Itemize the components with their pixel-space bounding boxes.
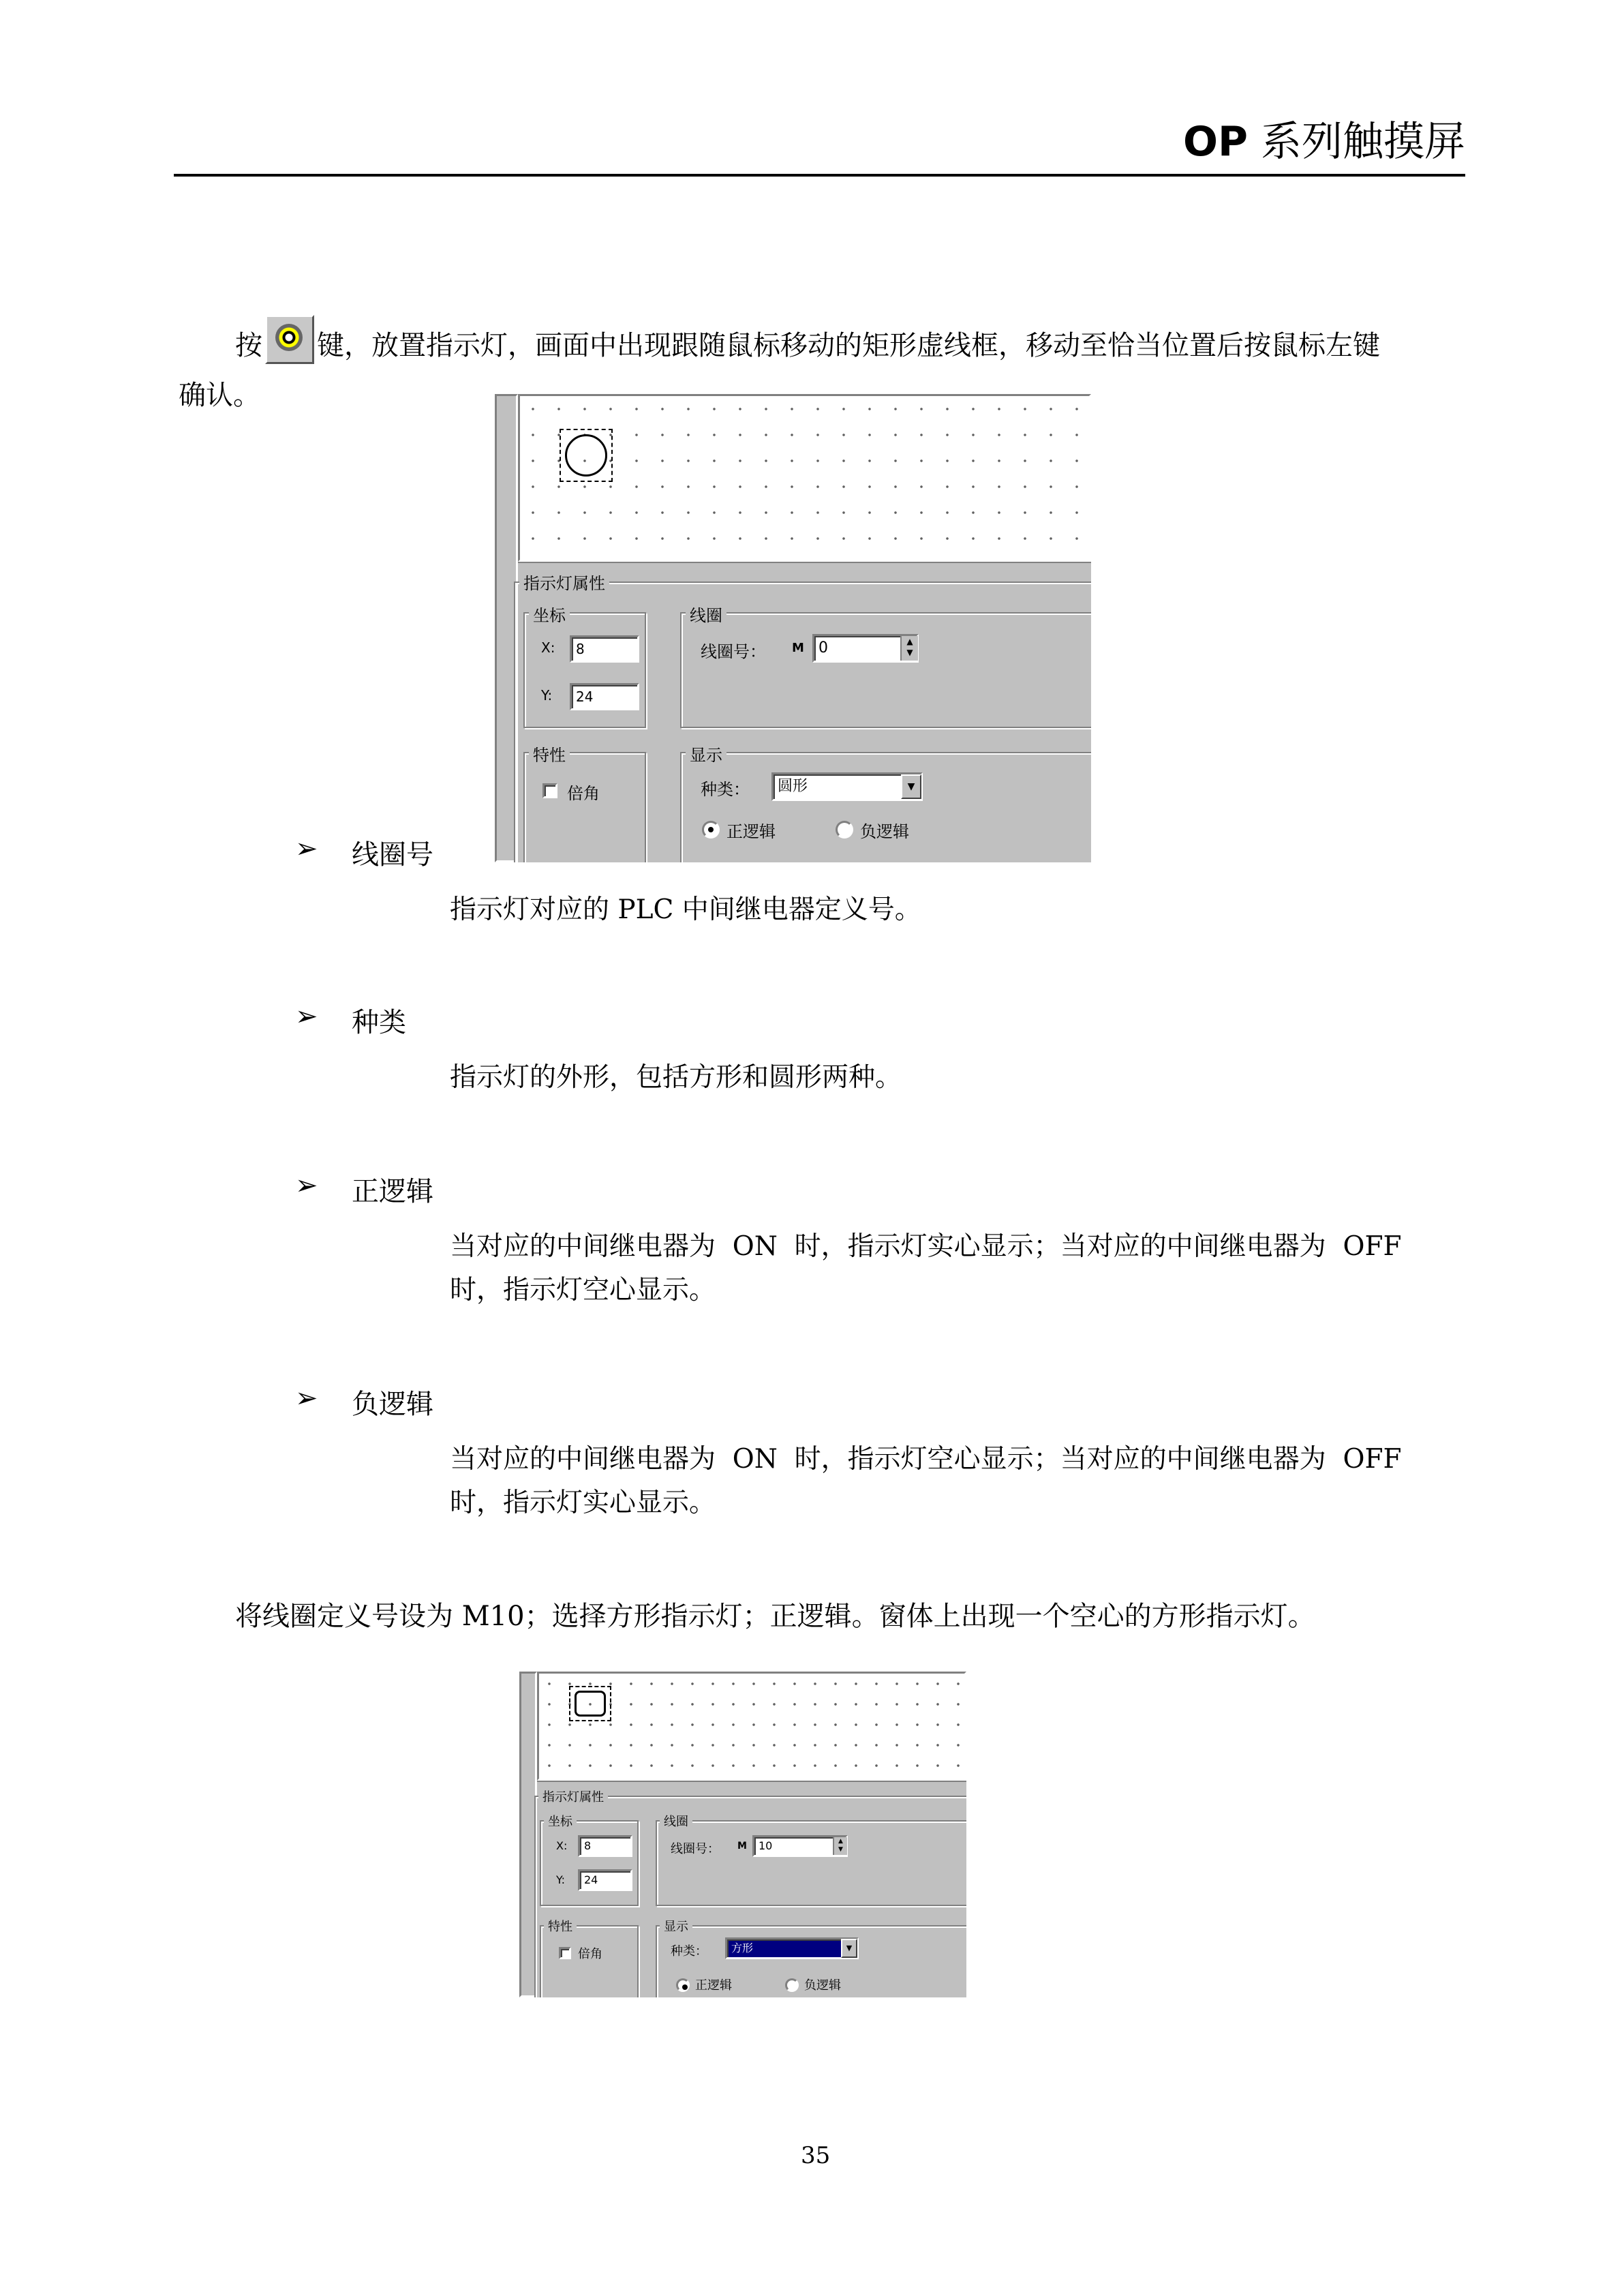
round-indicator-lamp [565, 434, 607, 477]
feature-group [523, 752, 646, 862]
display-title: 显示 [660, 1917, 692, 1935]
bullet-label-type: 种类 [352, 1007, 406, 1038]
y-label: Y: [541, 687, 553, 704]
bullet-desc-neg-logic-2: 时，指示灯实心显示。 [450, 1487, 716, 1518]
coil-input[interactable]: 0 [812, 634, 919, 663]
x-label: X: [556, 1839, 568, 1852]
design-canvas [537, 1672, 966, 1781]
bullet-desc-coil: 指示灯对应的 PLC 中间继电器定义号。 [450, 894, 921, 925]
coil-prefix: M [737, 1841, 747, 1852]
page-header [1183, 109, 1465, 168]
header-title: 系列触摸屏 [1261, 118, 1465, 166]
bullet-desc-pos-logic-2: 时，指示灯空心显示。 [450, 1275, 716, 1305]
props-title: 指示灯属性 [519, 570, 609, 594]
double-checkbox[interactable] [542, 783, 557, 798]
coil-title: 线圈 [686, 602, 726, 626]
type-label: 种类： [671, 1944, 707, 1959]
bullet-label-pos-logic: 正逻辑 [352, 1176, 433, 1207]
double-label: 倍角 [578, 1947, 602, 1961]
chevron-down-icon[interactable]: ▼ [901, 774, 921, 799]
coil-label: 线圈号： [671, 1842, 720, 1856]
pos-logic-label: 正逻辑 [695, 1978, 732, 1993]
y-input[interactable]: 24 [578, 1869, 632, 1891]
neg-logic-label: 负逻辑 [804, 1978, 841, 1993]
double-label: 倍角 [567, 784, 600, 803]
neg-logic-radio[interactable] [785, 1978, 799, 1992]
indicator-tool-icon [265, 315, 314, 364]
spin-down-icon[interactable]: ▼ [838, 1846, 843, 1853]
header-brand: OP [1182, 118, 1248, 166]
bullet-arrow-icon: ➢ [295, 1001, 318, 1032]
display-title: 显示 [686, 742, 726, 766]
pos-logic-radio[interactable] [702, 821, 720, 839]
neg-logic-label: 负逻辑 [860, 822, 909, 841]
double-checkbox[interactable] [559, 1947, 571, 1959]
type-label: 种类： [701, 780, 750, 799]
feature-title: 特性 [544, 1917, 577, 1935]
spin-up-icon[interactable]: ▲ [838, 1838, 843, 1845]
bullet-desc-type: 指示灯的外形，包括方形和圆形两种。 [450, 1062, 902, 1093]
coord-group [540, 1820, 639, 1906]
coil-group [680, 612, 1091, 728]
x-label: X: [541, 639, 555, 656]
coil-spinner[interactable] [833, 1837, 847, 1855]
example-paragraph: 将线圈定义号设为 M10；选择方形指示灯；正逻辑。窗体上出现一个空心的方形指示灯。 [235, 1601, 1315, 1632]
pos-logic-label: 正逻辑 [726, 822, 776, 841]
display-group [680, 752, 1091, 862]
indicator-selection-box [560, 429, 613, 482]
header-rule [174, 174, 1465, 177]
coord-group [523, 612, 646, 728]
intro-line-2: 确认。 [179, 380, 260, 411]
square-indicator-lamp [575, 1691, 606, 1717]
bullet-desc-pos-logic-1: 当对应的中间继电器为 ON 时，指示灯实心显示；当对应的中间继电器为 OFF [450, 1231, 1402, 1262]
y-label: Y: [556, 1873, 566, 1886]
props-title: 指示灯属性 [538, 1787, 608, 1805]
feature-title: 特性 [529, 742, 570, 766]
coil-spinner[interactable] [900, 636, 918, 661]
coil-prefix: M [792, 641, 804, 655]
intro-line-1 [235, 315, 1462, 368]
design-canvas [518, 394, 1091, 562]
indicator-dialog-screenshot-1 [495, 394, 1091, 862]
spin-down-icon[interactable]: ▼ [906, 648, 913, 657]
bullet-arrow-icon: ➢ [295, 1170, 318, 1201]
coord-title: 坐标 [544, 1812, 577, 1830]
indicator-selection-box [569, 1686, 611, 1721]
y-input[interactable]: 24 [570, 683, 639, 710]
x-input[interactable]: 8 [570, 635, 639, 663]
page-number: 35 [801, 2142, 831, 2169]
chevron-down-icon[interactable]: ▼ [841, 1939, 857, 1958]
coil-title: 线圈 [660, 1812, 692, 1830]
bullet-arrow-icon: ➢ [295, 1383, 318, 1414]
type-select[interactable]: 圆形 [771, 772, 923, 801]
coord-title: 坐标 [529, 602, 570, 626]
coil-input[interactable]: 10 [752, 1835, 848, 1857]
coil-group [656, 1820, 966, 1906]
bullet-desc-neg-logic-1: 当对应的中间继电器为 ON 时，指示灯空心显示；当对应的中间继电器为 OFF [450, 1444, 1402, 1475]
indicator-dialog-screenshot-2 [519, 1672, 966, 1997]
coil-label: 线圈号： [701, 642, 766, 661]
intro-after: 键，放置指示灯，画面中出现跟随鼠标移动的矩形虚线框，移动至恰当位置后按鼠标左键 [317, 330, 1380, 361]
neg-logic-radio[interactable] [836, 821, 853, 839]
bullet-label-neg-logic: 负逻辑 [352, 1389, 433, 1420]
x-input[interactable]: 8 [578, 1835, 632, 1857]
spin-up-icon[interactable]: ▲ [906, 637, 913, 646]
pos-logic-radio[interactable] [676, 1978, 690, 1992]
bullet-arrow-icon: ➢ [295, 833, 318, 864]
bullet-label-coil: 线圈号 [352, 839, 433, 871]
intro-before: 按 [235, 330, 262, 361]
type-select[interactable]: 方形 [725, 1937, 859, 1959]
